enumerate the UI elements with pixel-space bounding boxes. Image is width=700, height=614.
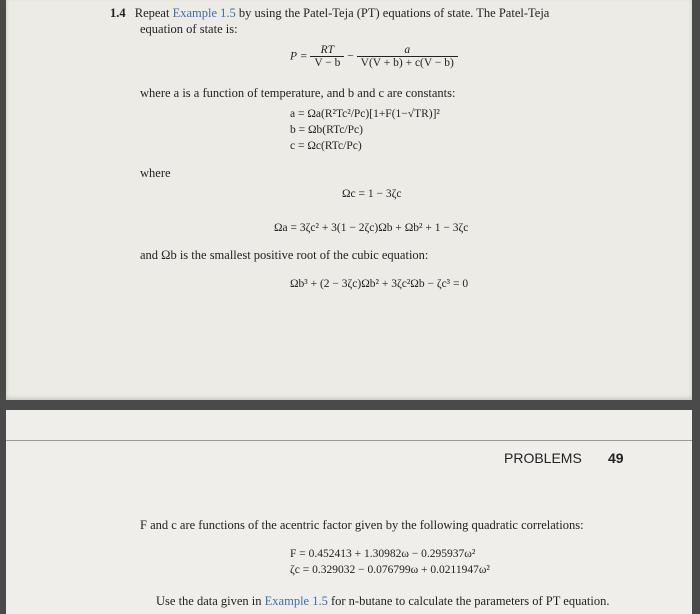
where-line: where a is a function of temperature, and b and c are constants: bbox=[140, 86, 456, 100]
and-line: and Ωb is the smallest positive root of the cubic equation: bbox=[140, 248, 429, 262]
header-divider bbox=[6, 440, 692, 441]
continuation-line1: F and c are functions of the acentric factor given by the following quadratic correlations: bbox=[140, 518, 584, 532]
eq-c: c = Ωc(RTc/Pc) bbox=[290, 140, 362, 152]
eq-omega-a: Ωa = 3ζc² + 3(1 − 2ζc)Ωb + Ωb² + 1 − 3ζc bbox=[274, 222, 469, 234]
eq-term2-den: V(V + b) + c(V − b) bbox=[360, 57, 454, 69]
eq-zeta: ζc = 0.329032 − 0.076799ω + 0.0211947ω² bbox=[290, 564, 490, 576]
eq-term1 bbox=[310, 44, 344, 69]
example-link-2[interactable]: Example 1.5 bbox=[264, 594, 328, 608]
textbook-page-bottom bbox=[6, 410, 692, 614]
intro-post: by using the Patel-Teja (PT) equations of state. The Patel-Teja bbox=[238, 6, 550, 20]
page-number: 49 bbox=[608, 450, 624, 466]
example-link[interactable]: Example 1.5 bbox=[172, 6, 236, 20]
eq-term1-num: RT bbox=[310, 44, 344, 57]
eq-a: a = Ωa(R²Tc²/Pc)[1+F(1−√TR)]² bbox=[290, 108, 440, 120]
eq-cubic: Ωb³ + (2 − 3ζc)Ωb² + 3ζc²Ωb − ζc³ = 0 bbox=[290, 278, 469, 290]
problem-intro bbox=[110, 6, 549, 21]
eq-minus: − bbox=[347, 50, 354, 63]
problem-number: 1.4 bbox=[110, 6, 126, 20]
eq-term1-den: V − b bbox=[314, 57, 341, 69]
eq-term2 bbox=[357, 44, 458, 69]
last-line bbox=[156, 594, 609, 609]
eq-term2-num: a bbox=[357, 44, 458, 57]
eq-p-lhs: P = bbox=[290, 50, 308, 63]
where2: where bbox=[140, 166, 171, 180]
intro-pre: Repeat bbox=[134, 6, 170, 20]
eq-omega-c: Ωc = 1 − 3ζc bbox=[342, 188, 402, 200]
last-post: for n-butane to calculate the parameters of PT equation. bbox=[330, 594, 610, 608]
intro-line2: equation of state is: bbox=[140, 22, 238, 36]
last-pre: Use the data given in bbox=[156, 594, 262, 608]
section-header: PROBLEMS bbox=[504, 450, 582, 466]
eq-b: b = Ωb(RTc/Pc) bbox=[290, 124, 363, 136]
eq-F: F = 0.452413 + 1.30982ω − 0.295937ω² bbox=[290, 548, 476, 560]
patel-teja-equation bbox=[290, 44, 458, 69]
textbook-page-top bbox=[6, 0, 692, 400]
